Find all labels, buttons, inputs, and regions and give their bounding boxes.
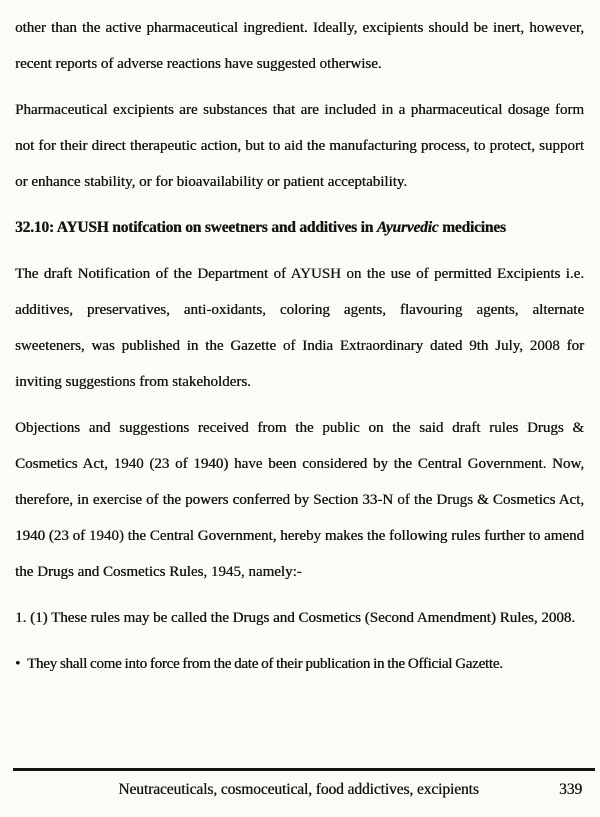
paragraph-excipients-definition: Pharmaceutical excipients are substances that are included in a pharmaceutical dosage form not for their direct therapeutic action, but to aid the manufacturing process, to protect, support or enhance stability, or for bioavailability or patient acceptability. xyxy=(15,102,584,190)
section-heading-prefix: 32.10: AYUSH notifcation on sweetners and additives in xyxy=(15,219,377,236)
section-heading xyxy=(15,210,584,246)
paragraph-draft-notification: The draft Notification of the Department of AYUSH on the use of permitted Excipients i.e. additives, preservatives, anti-oxidants, coloring agents, flavouring agents, alternate sweeteners, was published in the Gazette of India Extraordinary dated 9th July, 2008 for inviting suggestions from stakeholders. xyxy=(15,266,584,390)
footer-page-number: 339 xyxy=(559,781,582,798)
bullet-text: They shall come into force from the date of their publication in the Official Gazette. xyxy=(27,656,503,672)
page-footer xyxy=(15,774,582,806)
footer-divider-rule xyxy=(13,768,595,771)
footer-running-title: Neutraceuticals, cosmoceutical, food addictives, excipients xyxy=(118,781,479,798)
bullet-item-commencement xyxy=(15,646,584,682)
section-heading-emphasis: Ayurvedic xyxy=(376,219,439,236)
paragraph-objections-rules: Objections and suggestions received from the public on the said draft rules Drugs & Cosmetics Act, 1940 (23 of 1940) have been considered by the Central Government. Now, therefore, in exercise of the powers conferred by Section 33-N of the Drugs & Cosmetics Act, 1940 (23 of 1940) the Central Government, hereby makes the following rules further to amend the Drugs and Cosmetics Rules, 1945, namely:- xyxy=(15,420,584,580)
bullet-marker: • xyxy=(15,656,21,672)
paragraph-rules-title: 1. (1) These rules may be called the Drugs and Cosmetics (Second Amendment) Rules, 2008. xyxy=(15,610,576,626)
section-heading-suffix: medicines xyxy=(438,219,506,236)
paragraph-excipients-intro: other than the active pharmaceutical ingredient. Ideally, excipients should be inert, however, recent reports of adverse reactions have suggested otherwise. xyxy=(15,20,584,72)
